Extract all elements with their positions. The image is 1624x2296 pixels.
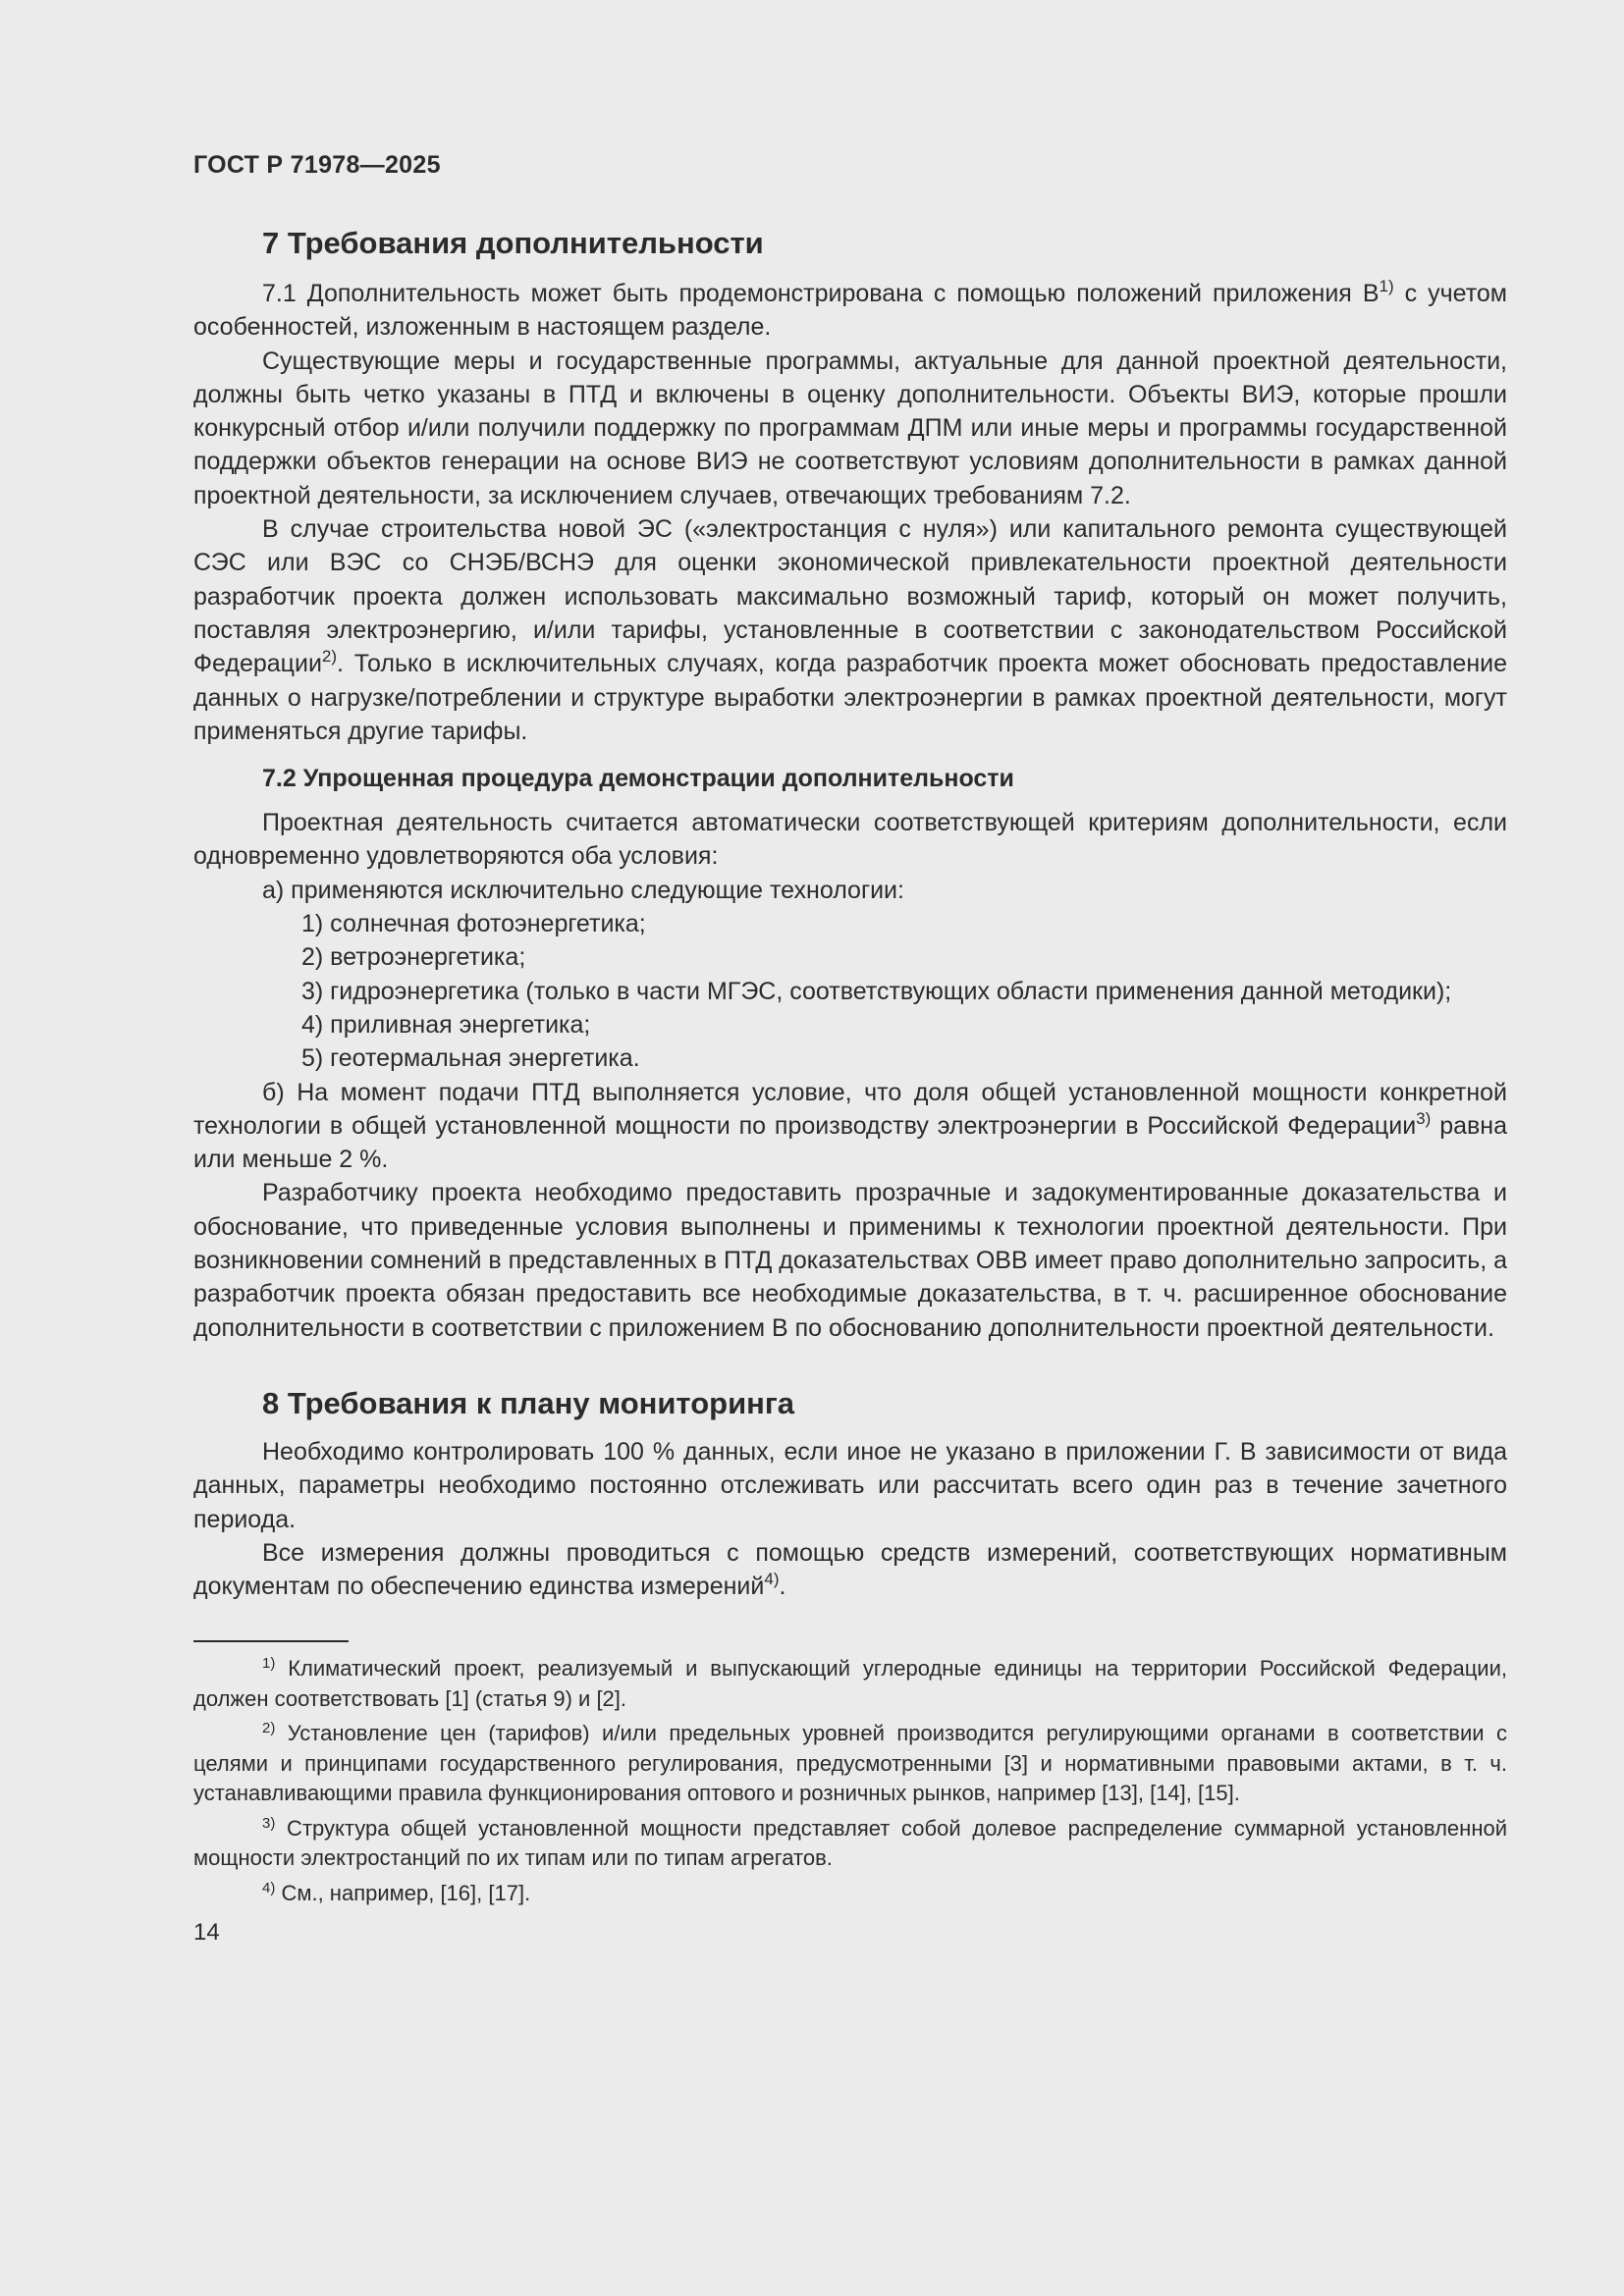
footnote-ref-4: 4) xyxy=(764,1570,780,1589)
list-item-b: б) На момент подачи ПТД выполняется условие, что доля общей установленной мощности конкретной технологии в общей установленной мощности по производству электроэнергии в Российской Федерации$^{3)}$ равна или меньше 2 %. xyxy=(193,1078,1507,1174)
footnote-3: $^{3)}$ Структура общей установленной мощности представляет собой долевое распределение суммарной установленной мощности электростанций по их типам или по типам агрегатов. xyxy=(193,1814,1507,1871)
footnote-ref-3: 3) xyxy=(1416,1108,1432,1128)
paragraph-evidence-requirements: Разработчику проекта необходимо предоставить прозрачные и задокументированные доказательства и обоснование, что приведенные условия выполнены и применимы к технологии проектной деятельности. При возникновении сомнений в представленных в ПТД доказательствах ОВВ имеет право дополнительно запросить, а разработчик проекта обязан предоставить все необходимые доказательства, в т. ч. расширенное обоснование дополнительности в соответствии с приложением В по обоснованию дополнительности проектной деятельности. xyxy=(193,1179,1508,1342)
page-number: 14 xyxy=(193,1919,220,1947)
paragraph-monitor-data: Необходимо контролировать 100 % данных, если иное не указано в приложении Г. В зависимости от вида данных, параметры необходимо постоянно отслеживать или рассчитать всего один раз в течение зачетного периода. xyxy=(193,1437,1507,1533)
technology-item: 1) солнечная фотоэнергетика; xyxy=(301,910,646,938)
technology-item: 4) приливная энергетика; xyxy=(301,1010,591,1039)
paragraph-existing-measures: Существующие меры и государственные программы, актуальные для данной проектной деятельности, должны быть четко указаны в ПТД и включены в оценку дополнительности. Объекты ВИЭ, которые прошли конкурсный отбор и/или получили поддержку по программам ДПМ или иные меры и программы государственной поддержки объектов генерации на основе ВИЭ не соответствуют условиям дополнительности в рамках данной проектной деятельности, за исключением случаев, отвечающих требованиям 7.2. xyxy=(193,347,1507,509)
document-page xyxy=(193,147,1507,1948)
paragraph-7-2-intro: Проектная деятельность считается автоматически соответствующей критериям дополнительности, если одновременно удовлетворяются оба условия: xyxy=(193,809,1507,871)
footnote-1: $^{1)}$ Климатический проект, реализуемый и выпускающий углеродные единицы на территории Российской Федерации, должен соответствовать [1] (статья 9) и [2]. xyxy=(193,1655,1507,1711)
footnote-ref-2: 2) xyxy=(321,647,338,667)
section-7-heading: 7 Требования дополнительности xyxy=(262,226,764,260)
footnote-2: $^{2)}$ Установление цен (тарифов) и/или предельных уровней производится регулирующими органами в соответствии с целями и принципами государственного регулирования, предусмотренными [3] и нормативными правовыми актами, в т. ч. устанавливающими правила функционирования оптового и розничных рынков, например [13], [14], [15]. xyxy=(193,1720,1507,1806)
technology-item: 2) ветроэнергетика; xyxy=(301,943,526,972)
subsection-7-2-heading: 7.2 Упрощенная процедура демонстрации дополнительности xyxy=(262,765,1014,793)
paragraph-measurements: Все измерения должны проводиться с помощью средств измерений, соответствующих нормативным документам по обеспечению единства измерений$^{4)}$. xyxy=(193,1538,1507,1601)
document-code-header: ГОСТ Р 71978—2025 xyxy=(193,151,441,179)
section-8-heading: 8 Требования к плану мониторинга xyxy=(262,1385,795,1420)
paragraph-7-1: 7.1 Дополнительность может быть продемонстрирована с помощью положений приложения $В^{1)}$ с учетом особенностей, изложенным в настоящем разделе. xyxy=(193,277,1507,342)
footnote-ref-1: 1) xyxy=(1379,277,1394,295)
footnote-4: $^{4)}$ См., например, [16], [17]. xyxy=(262,1879,531,1905)
technology-item: 5) геотермальная энергетика. xyxy=(301,1044,640,1073)
technology-item: 3) гидроэнергетика (только в части МГЭС, соответствующих области применения данной методики); xyxy=(301,977,1452,1005)
paragraph-new-construction: В случае строительства новой ЭС («электростанция с нуля») или капитального ремонта существующей СЭС или ВЭС со СНЭБ/ВСНЭ для оценки экономической привлекательности проектной деятельности разработчик проекта должен использовать максимально возможный тариф, который он может получить, поставляя электроэнергию, и/или тарифы, установленные в соответствии с законодательством Российской Федерации$^{2)}$. Только в исключительных случаях, когда разработчик проекта может обосновать предоставление данных о нагрузке/потреблении и структуре выработки электроэнергии в рамках проектной деятельности, могут применяться другие тарифы. xyxy=(193,515,1507,745)
list-item-a: а) применяются исключительно следующие технологии: xyxy=(262,876,904,904)
